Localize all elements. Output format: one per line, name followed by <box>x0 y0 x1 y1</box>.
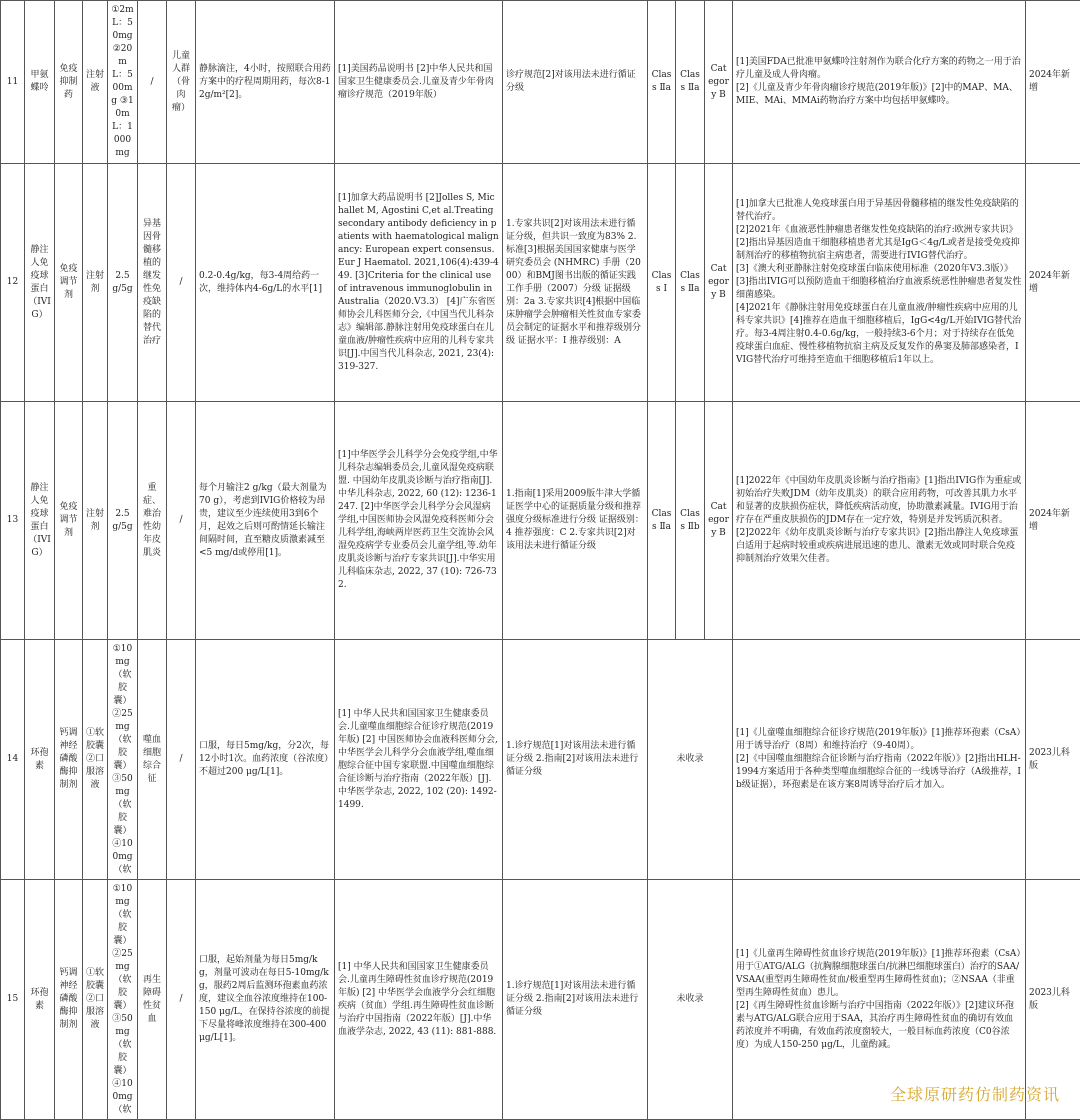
recommendation-class-cell: Class Ⅱa <box>676 1 705 164</box>
population-cell: / <box>167 164 196 402</box>
drug-category-cell: 免疫抑制药 <box>55 1 83 164</box>
note-line: [2]2021年《血液恶性肿瘤患者继发性免疫缺陷的治疗:欧洲专家共识》[2]指出异基因造血干细胞移植患者尤其是IgG＜4g/L或者是接受免疫抑制剂治疗的移植物抗宿主病患者，需要进行IVIG替代治疗。 <box>736 224 1022 263</box>
year-added-cell: 2023儿科版 <box>1026 640 1080 880</box>
evidence-source-cell: [1] 中华人民共和国国家卫生健康委员会.儿童再生障碍性贫血诊疗规范(2019年版) [2] 中华医学会血液学分会红细胞疾病（贫血）学组.再生障碍性贫血诊断与治疗中国指南（2022年版）[J].中华血液学杂志, 2022, 43 (11): 881-888. <box>335 880 503 1120</box>
dosage-form-cell: 注射液 <box>83 1 108 164</box>
row-number-cell: 14 <box>1 640 25 880</box>
evidence-category-cell: Category B <box>705 1 733 164</box>
usage-dosage-cell: 每个月输注2 g/kg（最大剂量为70 g），考虑到IVIG价格较为昂贵，建议至少连续使用3到6个月，起效之后则可酌情延长输注间隔时间，直至糖皮质激素减至<5 mg/d或停用[1]。 <box>196 402 335 640</box>
evidence-grading-cell: 1.诊疗规范[1]对该用法未进行循证分级 2.指南[2]对该用法未进行循证分级 <box>503 880 648 1120</box>
indication-cell: / <box>138 1 167 164</box>
evidence-source-cell: [1]美国药品说明书 [2]中华人民共和国国家卫生健康委员会.儿童及青少年骨肉瘤诊疗规范（2019年版） <box>335 1 503 164</box>
note-line: [2]《再生障碍性贫血诊断与治疗中国指南（2022年版）》[2]建议环孢素与ATG/ALG联合应用于SAA，其治疗再生障碍性贫血的确切有效血药浓度并不明确，有效血药浓度窗较大，一般目标血药浓度（C0谷浓度）为成人150-250 μg/L，儿童酌减。 <box>736 1000 1022 1052</box>
evidence-grading-cell: 1.专家共识[2]对该用法未进行循证分级，但共识一致度为83% 2.标准[3]根据美国国家健康与医学研究委员会 (NHMRC) 手册（2000）和BMJ图书出版的循证实践工作手册（2007）分级 证据级别：2a 3.专家共识[4]根据中国临床肿瘤学会肿瘤相关性贫血专家委员会制定的证据水平和推荐级别分级 证据水平：Ⅰ 推荐级别：A <box>503 164 648 402</box>
drug-name-cell: 环孢素 <box>25 880 55 1120</box>
drug-name-cell: 甲氨蝶呤 <box>25 1 55 164</box>
table-row <box>1 640 1080 880</box>
note-line: [1]《儿童噬血细胞综合征诊疗规范(2019年版)》[1]推荐环孢素（CsA）用于诱导治疗（8周）和维持治疗（9-40周）。 <box>736 727 1022 753</box>
drug-name-cell: 环孢素 <box>25 640 55 880</box>
watermark: 全球原研药仿制药资讯 <box>890 1082 1060 1105</box>
dosage-form-cell: ①软胶囊 ②口服溶液 <box>83 880 108 1120</box>
evidence-grading-cell: 诊疗规范[2]对该用法未进行循证分级 <box>503 1 648 164</box>
efficacy-class-cell: Class Ⅱa <box>648 1 676 164</box>
indication-cell: 异基因骨髓移植的继发性免疫缺陷的替代治疗 <box>138 164 167 402</box>
efficacy-class-cell: Class Ⅱa <box>648 402 676 640</box>
year-added-cell: 2024年新增 <box>1026 402 1080 640</box>
row-number-cell: 12 <box>1 164 25 402</box>
recommendation-class-cell: Class Ⅱa <box>676 164 705 402</box>
table-row <box>1 164 1080 402</box>
drug-category-cell: 免疫调节剂 <box>55 402 83 640</box>
specification-cell: ①10mg（软胶囊） ②25mg（软胶囊） ③50mg（软胶囊） ④100mg（软 <box>108 880 138 1120</box>
efficacy-class-cell: 未收录 <box>648 880 733 1120</box>
population-cell: / <box>167 640 196 880</box>
note-line: [2]2022年《幼年皮肌炎诊断与治疗专家共识》[2]指出静注人免疫球蛋白适用于起病时较重或疾病进展迅速的患儿、激素无效或同时联合免疫抑制剂治疗效果欠佳者。 <box>736 527 1022 566</box>
specification-cell: 2.5g/5g <box>108 402 138 640</box>
population-cell: 儿童人群（骨肉瘤） <box>167 1 196 164</box>
drug-name-cell: 静注人免疫球蛋白（IVIG） <box>25 402 55 640</box>
row-number-cell: 13 <box>1 402 25 640</box>
drug-category-cell: 免疫调节剂 <box>55 164 83 402</box>
year-added-cell: 2024年新增 <box>1026 164 1080 402</box>
efficacy-class-cell: 未收录 <box>648 640 733 880</box>
drug-name-cell: 静注人免疫球蛋白（IVIG） <box>25 164 55 402</box>
evidence-grading-cell: 1.指南[1]采用2009版牛津大学循证医学中心的证据质量分级和推荐强度分级标准进行分级 证据级别：4 推荐强度：C 2.专家共识[2]对该用法未进行循证分级 <box>503 402 648 640</box>
recommendation-class-cell: Class Ⅱb <box>676 402 705 640</box>
note-line: [1]加拿大已批准人免疫球蛋白用于异基因骨髓移植的继发性免疫缺陷的替代治疗。 <box>736 198 1022 224</box>
indication-cell: 重症、难治性幼年皮肌炎 <box>138 402 167 640</box>
indication-cell: 噬血细胞综合征 <box>138 640 167 880</box>
notes-cell <box>733 1 1026 164</box>
row-number-cell: 11 <box>1 1 25 164</box>
note-line: [1]美国FDA已批准甲氨蝶呤注射剂作为联合化疗方案的药物之一用于治疗儿童及成人骨肉瘤。 <box>736 56 1022 82</box>
usage-dosage-cell: 口服，起始剂量为每日5mg/kg，剂量可波动在每日5-10mg/kg，服药2周后监测环孢素血药浓度，建议全血谷浓度维持在100-150 μg/L，在保持谷浓度的前提下尽量将峰浓度维持在300-400 μg/L[1]。 <box>196 880 335 1120</box>
specification-cell: 2.5g/5g <box>108 164 138 402</box>
evidence-category-cell: Category B <box>705 164 733 402</box>
note-line: [1]《儿童再生障碍性贫血诊疗规范(2019年版)》[1]推荐环孢素（CsA）用于①ATG/ALG（抗胸腺细胞球蛋白/抗淋巴细胞球蛋白）治疗的SAA/VSAA(重型再生障碍性贫血/极重型再生障碍性贫血)；②NSAA（非重型再生障碍性贫血）患儿。 <box>736 948 1022 1000</box>
notes-cell <box>733 164 1026 402</box>
evidence-grading-cell: 1.诊疗规范[1]对该用法未进行循证分级 2.指南[2]对该用法未进行循证分级 <box>503 640 648 880</box>
indication-cell: 再生障碍性贫血 <box>138 880 167 1120</box>
usage-dosage-cell: 0.2-0.4g/kg，每3-4周给药一次，维持体内4-6g/L的水平[1] <box>196 164 335 402</box>
row-number-cell: 15 <box>1 880 25 1120</box>
drug-category-cell: 钙调神经磷酸酶抑制剂 <box>55 640 83 880</box>
dosage-form-cell: 注射剂 <box>83 164 108 402</box>
drug-category-cell: 钙调神经磷酸酶抑制剂 <box>55 880 83 1120</box>
note-line: [3]《澳大利亚静脉注射免疫球蛋白临床使用标准（2020年V3.3版）》[3]指出IVIG可以预防造血干细胞移植治疗血液系统恶性肿瘤患者复发性细菌感染。 <box>736 263 1022 302</box>
note-line: [1]2022年《中国幼年皮肌炎诊断与治疗指南》[1]指出IVIG作为重症或初始治疗失败JDM（幼年皮肌炎）的联合应用药物，可改善其肌力水平和显著的皮肤损伤症状，降低疾病活动度，协助激素减量。IVIG用于治疗存在严重皮肤损伤的JDM存在一定疗效，特别是并发钙质沉积者。 <box>736 475 1022 527</box>
population-cell: / <box>167 880 196 1120</box>
year-added-cell: 2024年新增 <box>1026 1 1080 164</box>
dosage-form-cell: ①软胶囊 ②口服溶液 <box>83 640 108 880</box>
evidence-source-cell: [1]中华医学会儿科学分会免疫学组,中华儿科杂志编辑委员会,儿童风湿免疫病联盟. 中国幼年皮肌炎诊断与治疗指南[J].中华儿科杂志, 2022, 60 (12): 1236-1247. [2]中华医学会儿科学分会风湿病学组,中国医师协会风湿免疫科医师分会儿科学组,海峡两岸医药卫生交流协会风湿免疫病学专业委员会儿童学组,等.幼年皮肌炎诊断与治疗专家共识[J].中华实用儿科临床杂志, 2022, 37 (10): 726-732. <box>335 402 503 640</box>
table-row <box>1 1 1080 164</box>
population-cell: / <box>167 402 196 640</box>
dosage-form-cell: 注射剂 <box>83 402 108 640</box>
notes-cell <box>733 640 1026 880</box>
table-row <box>1 402 1080 640</box>
year-added-cell: 2023儿科版 <box>1026 880 1080 1120</box>
evidence-source-cell: [1]加拿大药品说明书 [2]Jolles S, Michallet M, Agostini C,et al.Treating secondary antibody deficiency in patients with haematological malignancy: European expert consensus. Eur J Haematol. 2021,106(4):439-449. [3]Criteria for the clinical use of intravenous immunoglobulin in Australia（2020.V3.3） [4]广东省医师协会儿科医师分会,《中国当代儿科杂志》编辑部.静脉注射用免疫球蛋白在儿童血液/肿瘤性疾病中应用的儿科专家共识[J].中国当代儿科杂志, 2021, 23(4):319-327. <box>335 164 503 402</box>
evidence-source-cell: [1] 中华人民共和国国家卫生健康委员会.儿童噬血细胞综合征诊疗规范(2019年版) [2] 中国医师协会血液科医师分会,中华医学会儿科学分会血液学组,噬血细胞综合征中国专家联盟.中国噬血细胞综合征诊断与治疗指南（2022年版）[J].中华医学杂志, 2022, 102 (20): 1492-1499. <box>335 640 503 880</box>
note-line: [2]《中国噬血细胞综合征诊断与治疗指南（2022年版）》[2]指出HLH-1994方案适用于各种类型噬血细胞综合征的一线诱导治疗（A级推荐，Ⅰb级证据），环孢素是在该方案8周诱导治疗后才加入。 <box>736 753 1022 792</box>
notes-cell <box>733 402 1026 640</box>
note-line: [4]2021年《静脉注射用免疫球蛋白在儿童血液/肿瘤性疾病中应用的儿科专家共识》[4]推荐在造血干细胞移植后，IgG<4g/L开始IVIG替代治疗。每3-4周注射0.4-0.6g/kg，一般持续3-6个月；对于持续存在低免疫球蛋白血症、慢性移植物抗宿主病及反复发作的鼻窦及肺部感染者，IVIG替代治疗可维持至造血干细胞移植后1年以上。 <box>736 302 1022 367</box>
evidence-category-cell: Category B <box>705 402 733 640</box>
specification-cell: ①10mg（软胶囊） ②25mg（软胶囊） ③50mg（软胶囊） ④100mg（软 <box>108 640 138 880</box>
usage-dosage-cell: 静脉滴注，4小时，按照联合用药方案中的疗程周期用药，每次8-12g/m²[2]。 <box>196 1 335 164</box>
note-line: [2]《儿童及青少年骨肉瘤诊疗规范(2019年版)》[2]中的MAP、MA、MIE、MAi、MMAi药物治疗方案中均包括甲氨蝶呤。 <box>736 82 1022 108</box>
usage-dosage-cell: 口服，每日5mg/kg，分2次，每12小时1次。血药浓度（谷浓度）不超过200 μg/L[1]。 <box>196 640 335 880</box>
efficacy-class-cell: Class Ⅰ <box>648 164 676 402</box>
specification-cell: ①2mL：50mg ②20mL：500mg ③10mL：1000mg <box>108 1 138 164</box>
